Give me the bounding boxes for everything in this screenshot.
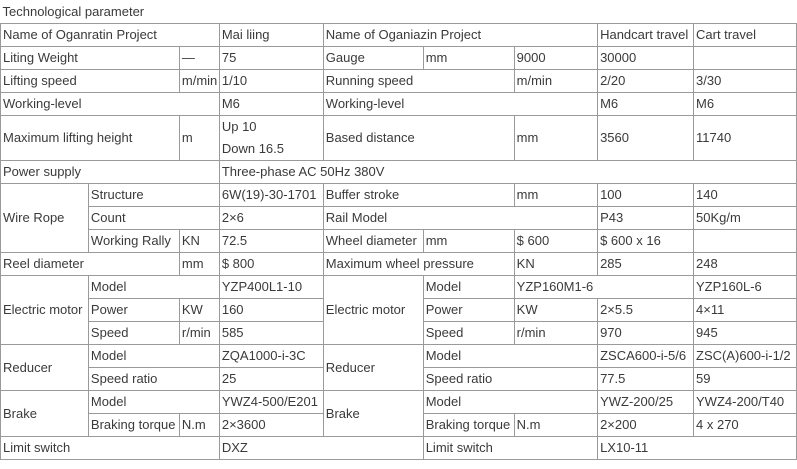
travel-braking-torque-unit: N.m — [514, 413, 597, 436]
working-level-label: Working-level — [1, 92, 220, 115]
travel-reducer-model-handcart: ZSCA600-i-5/6 — [598, 344, 694, 367]
travel-motor-label: Electric motor — [323, 275, 423, 344]
gauge-unit: mm — [423, 46, 514, 69]
hoist-brake-label: Brake — [1, 390, 89, 436]
buffer-stroke-unit: mm — [514, 183, 597, 206]
hoist-motor-power-unit: KW — [179, 298, 219, 321]
based-distance-unit: mm — [514, 115, 597, 160]
hoist-motor-model-label: Model — [88, 275, 219, 298]
lifting-speed-label: Lifting speed — [1, 69, 180, 92]
travel-brake-label: Brake — [323, 390, 423, 436]
travel-reducer-model-label: Model — [423, 344, 597, 367]
table-title: Technological parameter — [1, 0, 797, 23]
max-lift-height-up: Up 10 — [221, 118, 257, 134]
max-wheel-pressure-cart: 248 — [694, 252, 797, 275]
travel-braking-torque-cart: 4 x 270 — [694, 413, 797, 436]
reel-diameter-label: Reel diameter — [1, 252, 180, 275]
power-supply-label: Power supply — [1, 160, 220, 183]
hoist-motor-model-value: YZP400L1-10 — [219, 275, 323, 298]
hoist-brake-model-label: Model — [88, 390, 219, 413]
reel-diameter-unit: mm — [179, 252, 219, 275]
running-speed-unit: m/min — [514, 69, 597, 92]
wheel-diameter-unit: mm — [423, 229, 514, 252]
hoist-motor-power-label: Power — [88, 298, 179, 321]
based-distance-handcart: 3560 — [598, 115, 694, 160]
rail-model-handcart: P43 — [598, 206, 694, 229]
hoist-motor-speed-label: Speed — [88, 321, 179, 344]
travel-motor-model-label: Model — [423, 275, 514, 298]
travel-brake-model-handcart: YWZ-200/25 — [598, 390, 694, 413]
wire-rope-structure-label: Structure — [88, 183, 219, 206]
max-lift-height-unit: m — [179, 115, 219, 160]
travel-motor-model-handcart: YZP160M1-6 — [514, 275, 693, 298]
hoist-reducer-model-value: ZQA1000-i-3C — [219, 344, 323, 367]
working-level-cart: M6 — [694, 92, 797, 115]
hoist-braking-torque-label: Braking torque — [88, 413, 179, 436]
travel-brake-model-cart: YWZ4-200/T40 — [694, 390, 797, 413]
travel-motor-speed-unit: r/min — [514, 321, 597, 344]
hoist-motor-speed-unit: r/min — [179, 321, 219, 344]
travel-braking-torque-label: Braking torque — [423, 413, 514, 436]
gauge-value: 9000 — [514, 46, 597, 69]
wheel-diameter-value: $ 600 — [514, 229, 597, 252]
buffer-stroke-cart: 140 — [694, 183, 797, 206]
header-left-name: Name of Oganratin Project — [1, 23, 220, 46]
wire-rope-label: Wire Rope — [1, 183, 89, 252]
wheel-diameter-handcart: $ 600 x 16 — [598, 229, 694, 252]
lifting-speed-value: 1/10 — [219, 69, 323, 92]
header-left-value: Mai liing — [219, 23, 323, 46]
hoist-brake-model-value: YWZ4-500/E201 — [219, 390, 323, 413]
gauge-label: Gauge — [323, 46, 423, 69]
travel-motor-speed-label: Speed — [423, 321, 514, 344]
based-distance-label: Based distance — [323, 115, 514, 160]
wheel-diameter-label: Wheel diameter — [323, 229, 423, 252]
travel-motor-speed-cart: 945 — [694, 321, 797, 344]
hoist-reducer-model-label: Model — [88, 344, 219, 367]
working-rally-unit: KN — [179, 229, 219, 252]
lifting-weight-value: 75 — [219, 46, 323, 69]
gauge-handcart: 30000 — [598, 46, 694, 69]
travel-limit-switch-value: LX10-11 — [598, 436, 797, 459]
working-level-value: M6 — [219, 92, 323, 115]
travel-motor-power-handcart: 2×5.5 — [598, 298, 694, 321]
hoist-reducer-ratio-value: 25 — [219, 367, 323, 390]
rail-model-cart: 50Kg/m — [694, 206, 797, 229]
travel-motor-power-unit: KW — [514, 298, 597, 321]
travel-motor-speed-handcart: 970 — [598, 321, 694, 344]
max-lift-height-value — [219, 115, 323, 160]
hoist-limit-switch-label: Limit switch — [1, 436, 220, 459]
travel-braking-torque-handcart: 2×200 — [598, 413, 694, 436]
travel-reducer-ratio-cart: 59 — [694, 367, 797, 390]
hoist-motor-power-value: 160 — [219, 298, 323, 321]
lifting-speed-unit: m/min — [179, 69, 219, 92]
travel-motor-power-cart: 4×11 — [694, 298, 797, 321]
hoist-reducer-label: Reducer — [1, 344, 89, 390]
hoist-motor-label: Electric motor — [1, 275, 89, 344]
header-cart: Cart travel — [694, 23, 797, 46]
working-rally-value: 72.5 — [219, 229, 323, 252]
max-wheel-pressure-label: Maximum wheel pressure — [323, 252, 514, 275]
based-distance-cart: 11740 — [694, 115, 797, 160]
header-handcart: Handcart travel — [598, 23, 694, 46]
rail-model-label: Rail Model — [323, 206, 597, 229]
working-level-handcart: M6 — [598, 92, 694, 115]
header-right-name: Name of Oganiazin Project — [323, 23, 597, 46]
wire-rope-structure-value: 6W(19)-30-1701 — [219, 183, 323, 206]
wheel-diameter-cart — [694, 229, 797, 252]
wire-rope-count-label: Count — [88, 206, 219, 229]
travel-limit-switch-label: Limit switch — [423, 436, 597, 459]
running-speed-handcart: 2/20 — [598, 69, 694, 92]
travel-reducer-ratio-handcart: 77.5 — [598, 367, 694, 390]
buffer-stroke-label: Buffer stroke — [323, 183, 514, 206]
travel-reducer-label: Reducer — [323, 344, 423, 390]
hoist-braking-torque-value: 2×3600 — [219, 413, 323, 436]
buffer-stroke-handcart: 100 — [598, 183, 694, 206]
wire-rope-count-value: 2×6 — [219, 206, 323, 229]
working-rally-label: Working Rally — [88, 229, 179, 252]
working-level-right-label: Working-level — [323, 92, 597, 115]
travel-reducer-model-cart: ZSC(A)600-i-1/2 — [694, 344, 797, 367]
reel-diameter-value: $ 800 — [219, 252, 323, 275]
hoist-limit-switch-value: DXZ — [219, 436, 423, 459]
travel-motor-power-label: Power — [423, 298, 514, 321]
travel-reducer-ratio-label: Speed ratio — [423, 367, 597, 390]
hoist-braking-torque-unit: N.m — [179, 413, 219, 436]
max-lift-height-down: Down 16.5 — [221, 140, 284, 156]
travel-brake-model-label: Model — [423, 390, 597, 413]
max-wheel-pressure-handcart: 285 — [598, 252, 694, 275]
lifting-weight-label: Liting Weight — [1, 46, 180, 69]
hoist-motor-speed-value: 585 — [219, 321, 323, 344]
travel-motor-model-cart: YZP160L-6 — [694, 275, 797, 298]
gauge-cart — [694, 46, 797, 69]
running-speed-cart: 3/30 — [694, 69, 797, 92]
max-wheel-pressure-unit: KN — [514, 252, 597, 275]
running-speed-label: Running speed — [323, 69, 514, 92]
max-lift-height-label: Maximum lifting height — [1, 115, 180, 160]
power-supply-value: Three-phase AC 50Hz 380V — [219, 160, 796, 183]
hoist-reducer-ratio-label: Speed ratio — [88, 367, 219, 390]
lifting-weight-unit: — — [179, 46, 219, 69]
